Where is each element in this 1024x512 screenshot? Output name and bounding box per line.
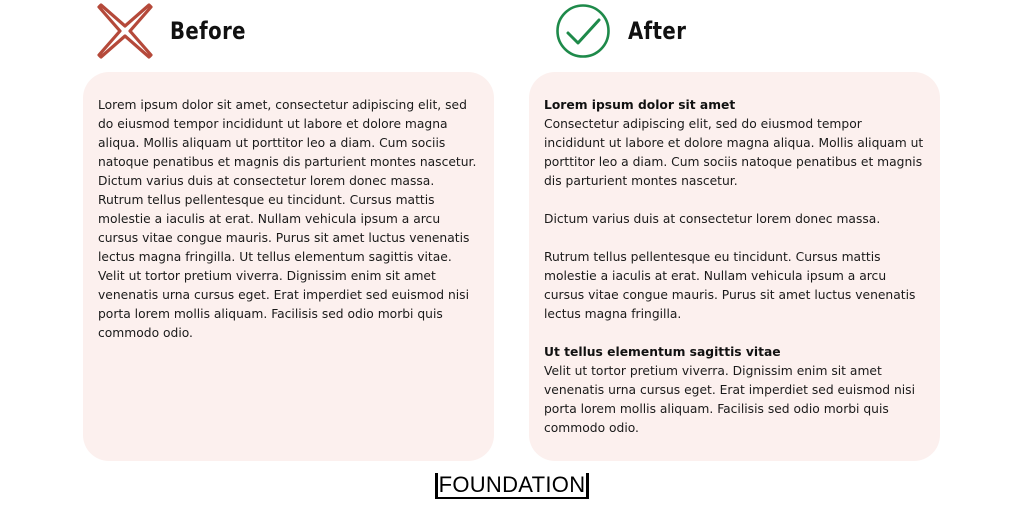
- after-header: [554, 0, 699, 62]
- before-header: [96, 0, 263, 62]
- cross-icon: [96, 2, 154, 60]
- after-section: [544, 210, 926, 229]
- after-section: [544, 248, 926, 324]
- logo-bar-right: [586, 473, 589, 499]
- after-section-text: Rutrum tellus pellentesque eu tincidunt. Cursus mattis molestie a iaculis at erat. Nullam vehicula ipsum a arcu cursus vitae congue mauris. Purus sit amet luctus venenatis lectus magna fringilla.: [544, 250, 916, 321]
- after-section: [544, 343, 926, 438]
- after-section-title: Ut tellus elementum sagittis vitae: [544, 345, 781, 359]
- logo-text: FOUNDATION: [438, 472, 586, 497]
- after-label: After: [628, 17, 687, 45]
- before-card: [83, 72, 494, 461]
- before-text: Lorem ipsum dolor sit amet, consectetur adipiscing elit, sed do eiusmod tempor incididunt ut labore et dolore magna aliqua. Mollis aliquam ut porttitor leo a diam. Cum sociis natoque penatibus et magnis dis parturient montes nascetur. Dictum varius duis at consectetur lorem donec massa. Rutrum tellus pellentesque eu tincidunt. Cursus mattis molestie a iaculis at erat. Nullam vehicula ipsum a arcu cursus vitae congue mauris. Purus sit amet luctus venenatis lectus magna fringilla. Ut tellus elementum sagittis vitae. Velit ut tortor pretium viverra. Dignissim enim sit amet venenatis urna cursus eget. Erat imperdiet sed euismod nisi porta lorem mollis aliquam. Facilisis sed odio morbi quis commodo odio.: [98, 98, 477, 340]
- check-circle-icon: [554, 2, 612, 60]
- after-section: [544, 96, 926, 191]
- after-section-title: Lorem ipsum dolor sit amet: [544, 98, 736, 112]
- foundation-logo: [416, 473, 608, 499]
- after-section-text: Consectetur adipiscing elit, sed do eiusmod tempor incididunt ut labore et dolore magna aliqua. Mollis aliquam ut porttitor leo a diam. Cum sociis natoque penatibus et magnis dis parturient montes nascetur.: [544, 117, 924, 188]
- before-label: Before: [170, 17, 246, 45]
- after-section-text: Dictum varius duis at consectetur lorem donec massa.: [544, 212, 881, 226]
- after-card: [529, 72, 940, 461]
- after-section-text: Velit ut tortor pretium viverra. Dignissim enim sit amet venenatis urna cursus eget. Erat imperdiet sed euismod nisi porta lorem mollis aliquam. Facilisis sed odio morbi quis commodo odio.: [544, 364, 915, 435]
